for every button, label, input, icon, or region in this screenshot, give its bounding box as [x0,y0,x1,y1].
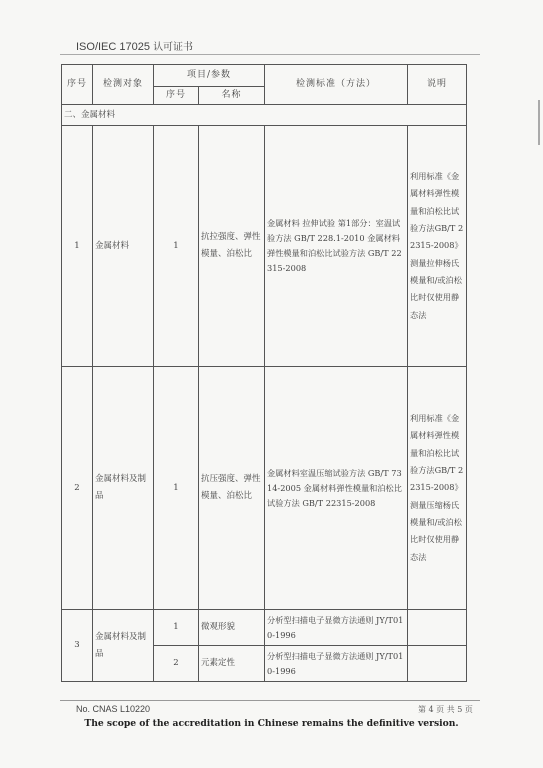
row-item-name: 微观形貌 [199,610,265,646]
certificate-number: No. CNAS L10220 [76,704,151,714]
header-seq: 序号 [62,65,93,105]
row-item-name: 抗压强度、弹性模量、泊松比 [199,367,265,610]
page-number: 第 4 页 共 5 页 [418,705,473,714]
row-note [408,610,467,646]
section-title: 二、金属材料 [62,105,467,126]
row-object: 金属材料 [93,126,154,367]
header-object: 检测对象 [93,65,154,105]
row-standard: 金属材料 拉伸试验 第1部分：室温试验方法 GB/T 228.1-2010 金属材料弹性模量和泊松比试验方法 GB/T 22315-2008 [265,126,408,367]
row-item-seq: 1 [154,126,199,367]
header-note: 说明 [408,65,467,105]
cert-title-cn: 认可证书 [153,42,194,53]
row-item-seq: 1 [154,367,199,610]
row-standard: 分析型扫描电子显微方法通则 JY/T010-1996 [265,646,408,682]
row-item-seq: 1 [154,610,199,646]
certificate-header [76,38,193,53]
table-header-row [62,65,467,87]
header-standard: 检测标准（方法） [265,65,408,105]
row-item-name: 元素定性 [199,646,265,682]
table-row [62,610,467,646]
row-standard: 分析型扫描电子显微方法通则 JY/T010-1996 [265,610,408,646]
row-item-name: 抗拉强度、弹性模量、泊松比 [199,126,265,367]
header-item-name: 名称 [199,87,265,105]
section-row [62,105,467,126]
row-item-seq: 2 [154,646,199,682]
footer-divider [60,700,480,701]
row-object: 金属材料及制品 [93,610,154,682]
row-note: 利用标准《金属材料弹性模量和泊松比试验方法GB/T 22315-2008》测量拉伸杨氏模量和/或泊松比时仅使用静态法 [408,126,467,367]
header-divider [60,54,480,55]
language-disclaimer: The scope of the accreditation in Chinese remains the definitive version. [84,718,459,729]
accreditation-scope-table [61,64,467,682]
header-item-seq: 序号 [154,87,199,105]
row-seq: 1 [62,126,93,367]
scan-edge-mark [538,100,540,145]
row-object: 金属材料及制品 [93,367,154,610]
table-row [62,126,467,367]
row-note: 利用标准《金属材料弹性模量和泊松比试验方法GB/T 22315-2008》测量压缩杨氏模量和/或泊松比时仅使用静态法 [408,367,467,610]
row-standard: 金属材料室温压缩试验方法 GB/T 7314-2005 金属材料弹性模量和泊松比试验方法 GB/T 22315-2008 [265,367,408,610]
row-seq: 3 [62,610,93,682]
cert-title: ISO/IEC 17025 [76,41,150,53]
header-item-param: 项目/参数 [154,65,265,87]
table-row [62,367,467,610]
row-seq: 2 [62,367,93,610]
row-note [408,646,467,682]
